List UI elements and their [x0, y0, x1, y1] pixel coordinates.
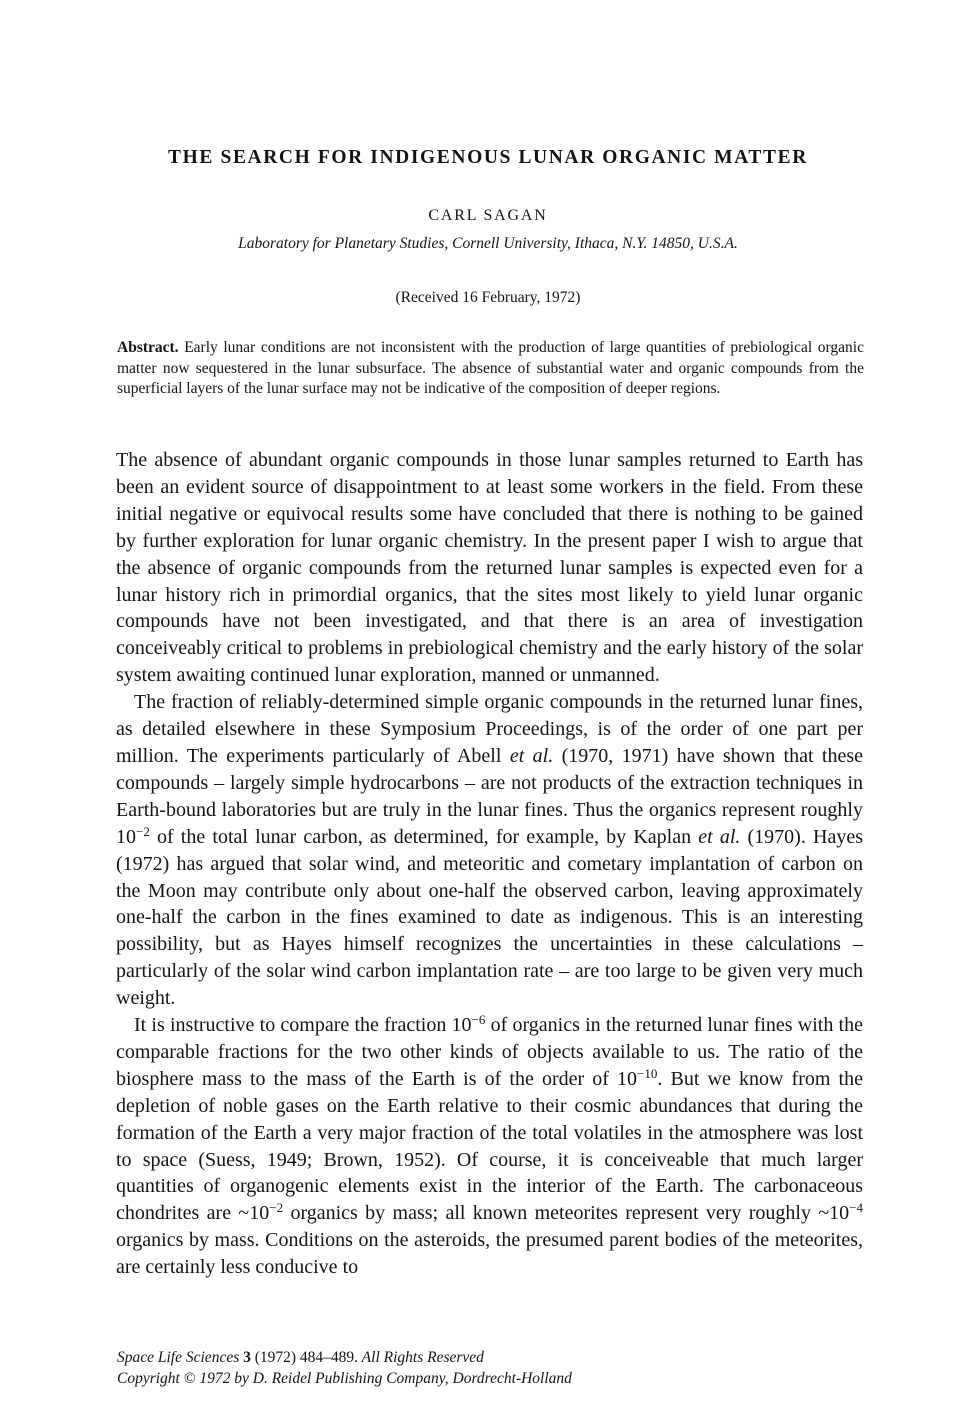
p3-text-a: It is instructive to compare the fraction 10 — [134, 1014, 472, 1037]
body-text — [116, 447, 863, 1281]
p3-text-e: organics by mass. Conditions on the asteroids, the presumed parent bodies of the meteorites, are certainly less conducive to — [116, 1229, 863, 1279]
author-name: CARL SAGAN — [428, 207, 548, 224]
p2-exponent-1: −2 — [136, 823, 150, 839]
p3-exponent-4: −4 — [849, 1200, 863, 1216]
abstract — [117, 338, 864, 400]
p2-text-c: of the total lunar carbon, as determined, for example, by Kaplan — [149, 825, 699, 848]
p3-exponent-3: −2 — [269, 1200, 284, 1216]
abstract-label: Abstract. — [117, 339, 179, 356]
p2-text-d: (1970). Hayes (1972) has argued that solar wind, and meteoritic and cometary implantation of carbon on the Moon may contribute only about one-half the observed carbon, leaving approximately one-half the carbon in the fines examined to date as indigenous. This is an interesting possibility, but as Hayes himself recognizes the uncertainties in these calculations – particularly of the solar wind carbon implantation rate – are too large to be given very much weight. — [116, 825, 863, 1010]
p3-exponent-1: −6 — [471, 1012, 486, 1028]
p3-exponent-2: −10 — [637, 1065, 658, 1081]
paragraph-1: The absence of abundant organic compounds in those lunar samples returned to Earth has been an evident source of disappointment to at least some workers in the field. From these initial negative or equivocal results some have concluded that there is nothing to be gained by further exploration for lunar organic chemistry. In the present paper I wish to argue that the absence of organic compounds from the returned lunar samples is expected even for a lunar history rich in primordial organics, that the sites most likely to yield lunar organic compounds have not been investigated, and that there is an area of investigation conceiveably critical to problems in prebiological chemistry and the early history of the solar system awaiting continued lunar exploration, manned or unmanned. — [116, 449, 863, 687]
journal-name: Space Life Sciences — [117, 1349, 240, 1366]
paragraph-3 — [116, 1012, 863, 1281]
author-affiliation: Laboratory for Planetary Studies, Cornell University, Ithaca, N.Y. 14850, U.S.A. — [238, 235, 738, 252]
footer-citation — [117, 1348, 572, 1389]
p3-text-b: of organics in the returned lunar fines with the comparable fractions for the two other kinds of objects available to us. The ratio of the biosphere mass to the mass of the Earth is of the order of 10 — [116, 1014, 863, 1090]
received-date: (Received 16 February, 1972) — [395, 289, 581, 306]
p2-text-b: (1970, 1971) have shown that these compounds – largely simple hydrocarbons – are not products of the extraction techniques in Earth-bound laboratories but are truly in the lunar fines. Thus the organics represent roughly 10 — [116, 744, 863, 848]
p2-text-a: The fraction of reliably-determined simple organic compounds in the returned lunar fines, as detailed elsewhere in these Symposium Proceedings, is of the order of one part per million. The experiments particularly of Abell — [116, 691, 863, 767]
p2-etal-2: et al. — [698, 825, 741, 848]
p3-text-c: . But we know from the depletion of noble gases on the Earth relative to their cosmic abundances that during the formation of the Earth a very major fraction of the total volatiles in the atmosphere was lost to space (Suess, 1949; Brown, 1952). Of course, it is conceiveable that much larger quantities of organogenic elements exist in the interior of the Earth. The carbonaceous chondrites are ~10 — [116, 1067, 863, 1225]
abstract-text: Early lunar conditions are not inconsistent with the production of large quantities of prebiological organic matter now sequestered in the lunar subsurface. The absence of substantial water and organic compounds from the superficial layers of the lunar surface may not be indicative of the composition of deeper regions. — [117, 339, 864, 397]
journal-volume: 3 — [243, 1349, 251, 1366]
paper-title: THE SEARCH FOR INDIGENOUS LUNAR ORGANIC MATTER — [168, 147, 808, 168]
p3-text-d: organics by mass; all known meteorites represent very roughly ~10 — [283, 1202, 850, 1225]
journal-details: (1972) 484–489. — [254, 1349, 359, 1366]
rights-statement: All Rights Reserved — [361, 1349, 484, 1366]
paragraph-2 — [116, 689, 863, 1012]
footer-line-1 — [117, 1348, 572, 1369]
copyright-line: Copyright © 1972 by D. Reidel Publishing Company, Dordrecht-Holland — [117, 1369, 572, 1387]
p2-etal-1: et al. — [509, 744, 554, 767]
